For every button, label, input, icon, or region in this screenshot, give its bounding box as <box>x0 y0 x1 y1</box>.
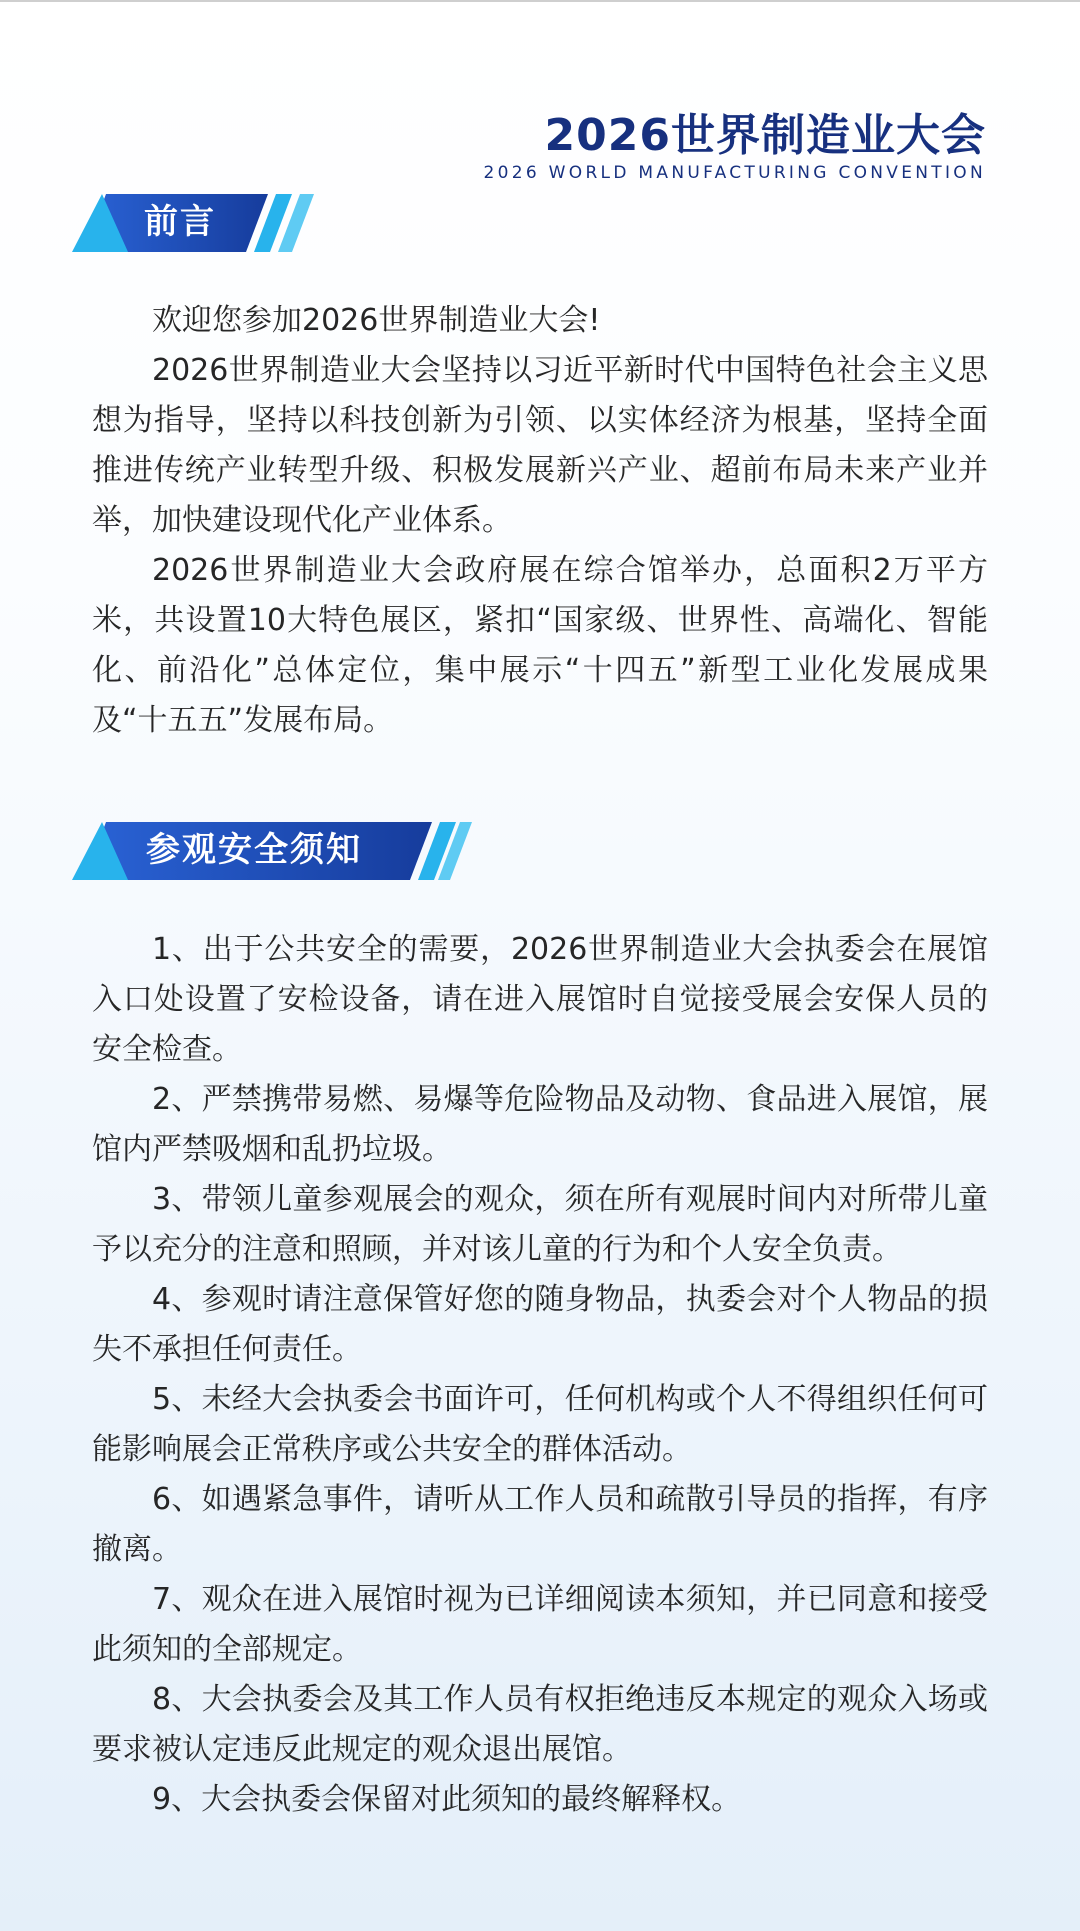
list-item: 8、大会执委会及其工作人员有权拒绝违反本规定的观众入场或要求被认定违反此规定的观众退出展馆。 <box>92 1682 988 1767</box>
list-item: 1、出于公共安全的需要，2026世界制造业大会执委会在展馆入口处设置了安检设备，请在进入展馆时自觉接受展会安保人员的安全检查。 <box>92 932 988 1067</box>
preface-paragraph: 2026世界制造业大会坚持以习近平新时代中国特色社会主义思想为指导，坚持以科技创新为引领、以实体经济为根基，坚持全面推进传统产业转型升级、积极发展新兴产业、超前布局未来产业并举，加快建设现代化产业体系。 <box>92 353 988 538</box>
safety-heading-banner <box>72 820 472 886</box>
top-border-line <box>0 0 1080 2</box>
preface-heading-banner <box>72 192 314 258</box>
convention-logo <box>483 112 986 184</box>
logo-subtitle: 2026 WORLD MANUFACTURING CONVENTION <box>483 163 986 183</box>
preface-paragraph: 2026世界制造业大会政府展在综合馆举办，总面积2万平方米，共设置10大特色展区，紧扣“国家级、世界性、高端化、智能化、前沿化”总体定位，集中展示“十四五”新型工业化发展成果及“十五五”发展布局。 <box>92 553 988 738</box>
preface-text <box>92 296 988 746</box>
logo-title: 2026世界制造业大会 <box>544 110 986 161</box>
list-item: 6、如遇紧急事件，请听从工作人员和疏散引导员的指挥，有序撤离。 <box>92 1482 988 1567</box>
list-item: 7、观众在进入展馆时视为已详细阅读本须知，并已同意和接受此须知的全部规定。 <box>92 1582 988 1667</box>
list-item: 5、未经大会执委会书面许可，任何机构或个人不得组织任何可能影响展会正常秩序或公共安全的群体活动。 <box>92 1382 988 1467</box>
preface-paragraph: 欢迎您参加2026世界制造业大会! <box>152 303 601 338</box>
list-item: 3、带领儿童参观展会的观众，须在所有观展时间内对所带儿童予以充分的注意和照顾，并对该儿童的行为和个人安全负责。 <box>92 1182 988 1267</box>
list-item: 9、大会执委会保留对此须知的最终解释权。 <box>152 1782 742 1817</box>
list-item: 4、参观时请注意保管好您的随身物品，执委会对个人物品的损失不承担任何责任。 <box>92 1282 988 1367</box>
safety-rules-list <box>92 925 988 1825</box>
preface-heading: 前言 <box>144 202 216 242</box>
safety-heading: 参观安全须知 <box>146 830 362 870</box>
list-item: 2、严禁携带易燃、易爆等危险物品及动物、食品进入展馆，展馆内严禁吸烟和乱扔垃圾。 <box>92 1082 988 1167</box>
